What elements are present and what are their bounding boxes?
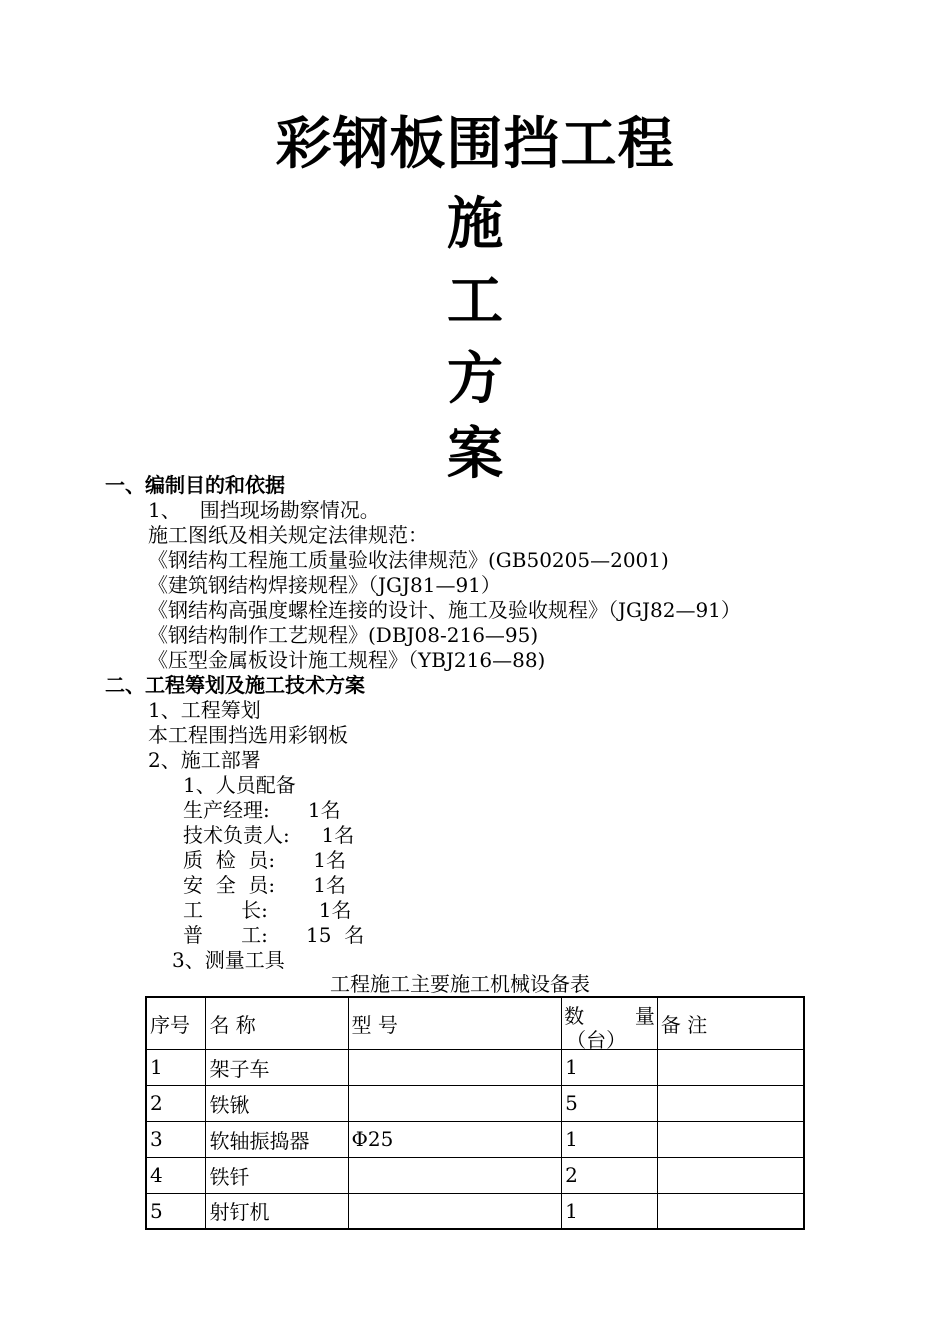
document-title: 彩钢板围挡工程 xyxy=(275,112,675,177)
section1-line: 《钢结构制作工艺规程》(DBJ08-216—95) xyxy=(148,623,539,647)
cell-model xyxy=(348,1049,562,1085)
cell-name: 射钉机 xyxy=(206,1193,348,1229)
section2-line: 2、施工部署 xyxy=(148,748,261,772)
staff-line: 质 检 员: 1名 xyxy=(183,848,347,872)
section2-line: 1、工程筹划 xyxy=(148,698,261,722)
cell-name: 架子车 xyxy=(206,1049,348,1085)
section1-line: 《钢结构工程施工质量验收法律规范》(GB50205—2001) xyxy=(148,548,669,572)
cell-remark xyxy=(657,1157,804,1193)
header-qty-c: （台） xyxy=(566,1028,627,1053)
cell-remark xyxy=(657,1049,804,1085)
section2-line: 3、测量工具 xyxy=(172,948,285,972)
cell-qty: 5 xyxy=(562,1085,658,1121)
table-row xyxy=(146,1049,804,1085)
table-row xyxy=(146,1121,804,1157)
header-qty-a: 数 xyxy=(564,1004,585,1029)
header-remark: 备 注 xyxy=(657,997,804,1049)
table-row xyxy=(146,1193,804,1229)
section1-heading: 一、编制目的和依据 xyxy=(105,473,285,497)
section2-line: 1、人员配备 xyxy=(183,773,296,797)
header-model: 型 号 xyxy=(348,997,562,1049)
staff-line: 生产经理: 1名 xyxy=(183,798,341,822)
section1-line: 施工图纸及相关规定法律规范： xyxy=(148,523,428,547)
staff-line: 安 全 员: 1名 xyxy=(183,873,347,897)
header-no: 序号 xyxy=(146,997,206,1049)
title-char-3: 方 xyxy=(447,347,503,412)
section1-line: 《钢结构高强度螺栓连接的设计、施工及验收规程》（JGJ82—91） xyxy=(148,598,741,622)
cell-model xyxy=(348,1085,562,1121)
table-row xyxy=(146,1157,804,1193)
table-caption: 工程施工主要施工机械设备表 xyxy=(330,972,590,996)
cell-no: 3 xyxy=(146,1121,206,1157)
cell-no: 1 xyxy=(146,1049,206,1085)
cell-name: 铁锹 xyxy=(206,1085,348,1121)
title-char-4: 案 xyxy=(447,422,503,487)
cell-name: 软轴振捣器 xyxy=(206,1121,348,1157)
staff-line: 普 工: 15 名 xyxy=(183,923,365,947)
header-qty-b: 量 xyxy=(634,1004,655,1029)
table-header-row xyxy=(146,997,804,1049)
cell-qty: 1 xyxy=(562,1121,658,1157)
title-char-2: 工 xyxy=(447,269,503,334)
cell-model xyxy=(348,1193,562,1229)
header-qty-box xyxy=(562,998,657,1053)
section1-line: 《建筑钢结构焊接规程》（JGJ81—91） xyxy=(148,573,501,597)
section1-line: 1、 围挡现场勘察情况。 xyxy=(148,498,380,522)
cell-qty: 1 xyxy=(562,1193,658,1229)
staff-line: 技术负责人: 1名 xyxy=(183,823,355,847)
title-char-1: 施 xyxy=(447,192,503,257)
cell-model xyxy=(348,1157,562,1193)
header-qty xyxy=(562,997,658,1053)
cell-qty: 1 xyxy=(562,1049,658,1085)
cell-model: Φ25 xyxy=(348,1121,562,1157)
cell-no: 2 xyxy=(146,1085,206,1121)
equipment-table xyxy=(145,996,805,1230)
section2-line: 本工程围挡选用彩钢板 xyxy=(148,723,348,747)
staff-line: 工 长: 1名 xyxy=(183,898,352,922)
section1-line: 《压型金属板设计施工规程》（YBJ216—88) xyxy=(148,648,546,672)
cell-remark xyxy=(657,1121,804,1157)
cell-remark xyxy=(657,1085,804,1121)
table-row xyxy=(146,1085,804,1121)
cell-no: 5 xyxy=(146,1193,206,1229)
header-name: 名 称 xyxy=(206,997,348,1049)
cell-qty: 2 xyxy=(562,1157,658,1193)
cell-no: 4 xyxy=(146,1157,206,1193)
cell-name: 铁钎 xyxy=(206,1157,348,1193)
cell-remark xyxy=(657,1193,804,1229)
section2-heading: 二、工程筹划及施工技术方案 xyxy=(105,673,365,697)
